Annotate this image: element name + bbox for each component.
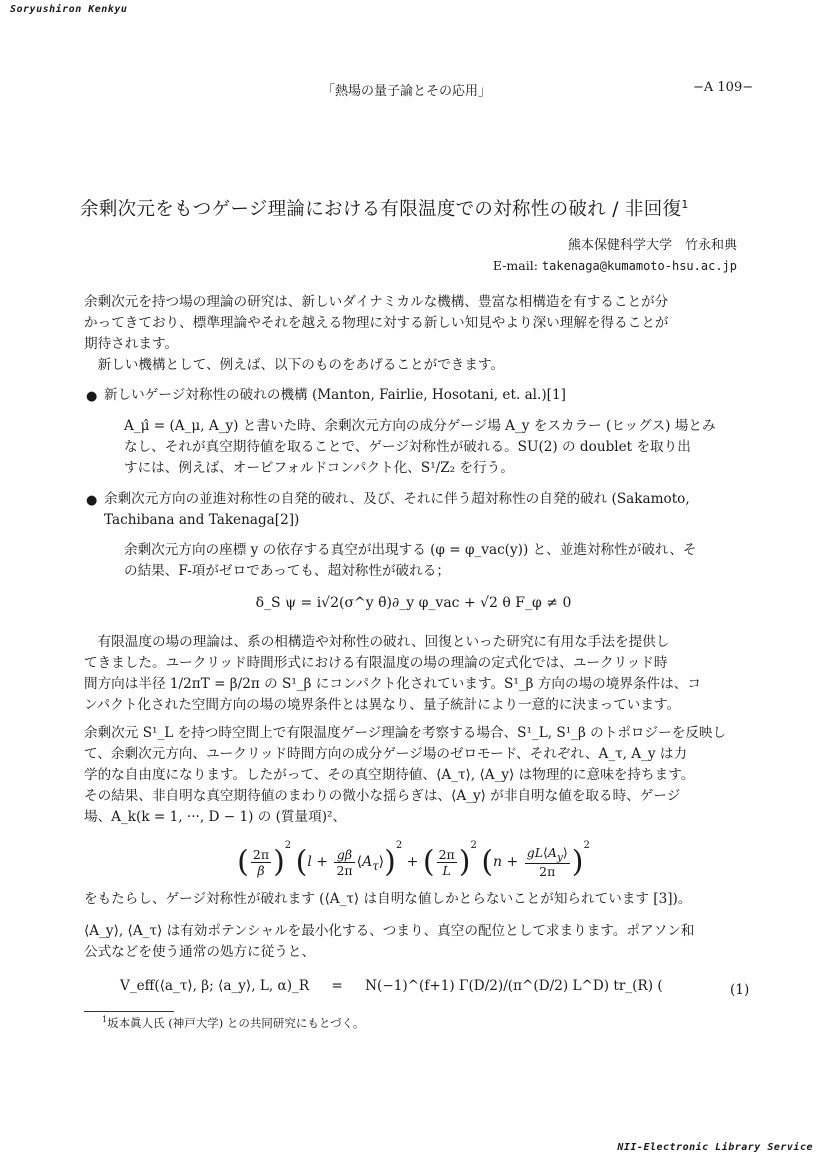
math-symbol: ) xyxy=(458,844,471,880)
bullet-item-gauge-breaking xyxy=(86,385,748,406)
math-fraction: $\frac{2\pi}{\beta}$ xyxy=(252,846,270,878)
equation-rhs: N(−1)^(f+1) Γ(D/2)/(π^(D/2) L^D) tr_(R) ( xyxy=(365,978,663,994)
equation-susy-variation: δ_S ψ = i√2(σ^y θ̄)∂_y φ_vac + √2 θ F_φ ≠ 0 xyxy=(255,595,572,611)
text-line: の結果、F-項がゼロであっても、超対称性が破れる； xyxy=(124,563,450,579)
text-line: 公式などを使う通常の処方に従うと、 xyxy=(84,944,316,960)
bullet-body-translation-breaking xyxy=(124,540,748,582)
math-fraction: $\frac{g\beta}{2\pi}$ xyxy=(336,846,353,878)
bullet-heading: 新しいゲージ対称性の破れの機構 (Manton, Fairlie, Hosotani, et. al.)[1] xyxy=(104,387,566,403)
text-line: A_μ̂ = (A_μ, A_y) と書いた時、余剰次元方向の成分ゲージ場 A_y をスカラー (ヒッグス) 場とみ xyxy=(124,418,716,434)
paragraph-effective-potential xyxy=(84,921,748,963)
text-line: て、余剰次元方向、ユークリッド時間方向の成分ゲージ場のゼロモード、それぞれ、A_τ, A_y は力 xyxy=(84,746,688,762)
journal-source-label: Soryushiron Kenkyu xyxy=(10,4,128,15)
text-line: ⟨A_y⟩, ⟨A_τ⟩ は有効ポテンシャルを最小化する、つまり、真空の配位として求まります。ポアソン和 xyxy=(84,923,695,939)
equation-number: (1) xyxy=(730,982,750,998)
title-footnote-mark: 1 xyxy=(681,197,689,211)
math-symbol: ( xyxy=(422,844,435,880)
footer-source-label: NII-Electronic Library Service xyxy=(617,1142,813,1153)
text-line: 期待されます。 xyxy=(84,336,179,352)
author-email xyxy=(493,258,737,273)
bullet-dot-icon: ● xyxy=(86,493,98,508)
paper-title xyxy=(80,195,760,221)
text-line: なし、それが真空期待値を取ることで、ゲージ対称性が破れる。SU(2) の doublet を取り出 xyxy=(124,439,691,455)
math-fraction: $\frac{gL⟨A_y⟩}{2\pi}$ xyxy=(526,844,568,880)
text-line: 余剰次元を持つ場の理論の研究は、新しいダイナミカルな機構、豊富な相構造を有することが分 xyxy=(84,294,669,310)
math-symbol: ) xyxy=(273,844,285,880)
equation-mass-term: ( $\frac{2\pi}{\beta}$ )$^2$ (l + $\frac{g\beta}{2\pi}$ $⟨A_\tau⟩)^2$ + ( $\frac{2\pi}{L}$ )$^2$ (n + $\frac{gL⟨A_y⟩}{2\pi}$ )$^2$ xyxy=(237,840,590,880)
math-symbol: ( xyxy=(481,844,494,880)
footnote-text: 坂本眞人氏 (神戸大学) との共同研究にもとづく。 xyxy=(107,1016,365,1030)
text-line: かってきており、標準理論やそれを越える物理に対する新しい知見やより深い理解を得ることが xyxy=(84,315,669,331)
math-symbol: ( xyxy=(295,844,308,880)
text-line: 学的な自由度になります。したがって、その真空期待値、⟨A_τ⟩, ⟨A_y⟩ は物理的に意味を持ちます。 xyxy=(84,767,695,783)
equation-lhs: V_eff(⟨a_τ⟩, β; ⟨a_y⟩, L, α)_R xyxy=(120,978,310,994)
math-fraction: $\frac{2\pi}{L}$ xyxy=(438,846,455,878)
text-line: 有限温度の場の理論は、系の相構造や対称性の破れ、回復といった研究に有用な手法を提供し xyxy=(97,634,670,650)
footnote xyxy=(102,1015,364,1031)
bullet-item-translation-breaking xyxy=(86,489,748,531)
page-number: −A 109− xyxy=(693,80,754,95)
paragraph-symmetry-broken: をもたらし、ゲージ対称性が破れます (⟨A_τ⟩ は自明な値しかとらないことが知られています [3])。 xyxy=(84,891,692,907)
text-line: その結果、非自明な真空期待値のまわりの微小な揺らぎは、⟨A_y⟩ が非自明な値を取る時、ゲージ xyxy=(84,788,681,804)
text-line: ンパクト化された空間方向の場の境界条件とは異なり、量子統計により一意的に決まっています。 xyxy=(84,697,681,713)
running-head: 「熱場の量子論とその応用」 xyxy=(322,84,492,99)
bullet-body-gauge-breaking xyxy=(124,416,748,479)
equation-equals: = xyxy=(331,978,343,994)
text-line: 新しい機構として、例えば、以下のものをあげることができます。 xyxy=(97,357,505,373)
footnote-divider xyxy=(84,1011,174,1012)
math-symbol: ) xyxy=(571,844,584,880)
text-line: 余剰次元方向の座標 y の依存する真空が出現する (φ = φ_vac(y)) と、並進対称性が破れ、そ xyxy=(124,542,697,558)
paper-title-text: 余剰次元をもつゲージ理論における有限温度での対称性の破れ / 非回復 xyxy=(80,199,682,220)
email-address: takenaga@kumamoto-hsu.ac.jp xyxy=(541,259,737,273)
email-label: E-mail: xyxy=(492,258,538,273)
bullet-heading-line: 余剰次元方向の並進対称性の自発的破れ、及び、それに伴う超対称性の自発的破れ (Sakamoto, xyxy=(104,491,690,507)
footnote-mark: 1 xyxy=(102,1015,108,1025)
text-line: てきました。ユークリッド時間形式における有限温度の場の理論の定式化では、ユークリッド時 xyxy=(84,655,668,671)
math-symbol: ) xyxy=(384,844,396,880)
bullet-heading-line: Tachibana and Takenaga[2]) xyxy=(104,512,300,528)
author-affiliation: 熊本保健科学大学 竹永和典 xyxy=(567,238,737,253)
text-line: 場、A_k(k = 1, ···, D − 1) の (質量項)²、 xyxy=(84,809,347,825)
equation-1 xyxy=(120,978,663,994)
text-line: 間方向は半径 1/2πT = β/2π の S¹_β にコンパクト化されています。S¹_β 方向の場の境界条件は、コ xyxy=(84,676,701,692)
paragraph-intro xyxy=(84,292,748,376)
paragraph-finite-temperature xyxy=(84,632,748,716)
paragraph-extra-dimension xyxy=(84,723,748,828)
bullet-dot-icon: ● xyxy=(86,389,98,404)
math-symbol: ( xyxy=(237,844,249,880)
text-line: すには、例えば、オービフォルドコンパクト化、S¹/Z₂ を行う。 xyxy=(124,460,514,476)
text-line: 余剰次元 S¹_L を持つ時空間上で有限温度ゲージ理論を考察する場合、S¹_L, S¹_β のトポロジーを反映し xyxy=(84,725,727,741)
